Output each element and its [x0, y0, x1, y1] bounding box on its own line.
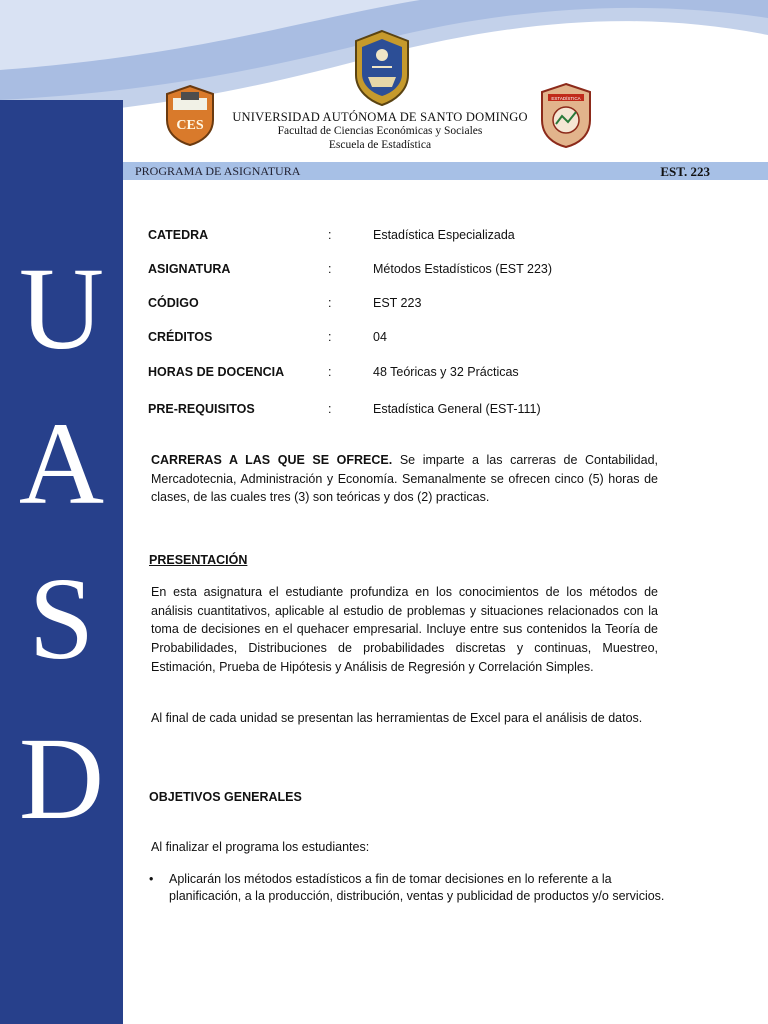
info-value: 48 Teóricas y 32 Prácticas [373, 365, 519, 379]
info-row-codigo [148, 296, 708, 316]
objetivos-intro: Al finalizar el programa los estudiantes: [151, 840, 370, 854]
info-colon: : [328, 262, 332, 276]
program-bar [123, 162, 768, 180]
ces-logo-text: CES [176, 118, 204, 133]
sidebar-letter-u: U [18, 243, 105, 374]
info-colon: : [328, 402, 332, 416]
info-value: 04 [373, 330, 387, 344]
info-label: CATEDRA [148, 228, 209, 242]
objetivos-title: OBJETIVOS GENERALES [149, 790, 302, 804]
info-value: EST 223 [373, 296, 422, 310]
info-row-horas-docencia [148, 365, 708, 385]
info-colon: : [328, 296, 332, 310]
course-code: EST. 223 [660, 164, 710, 179]
presentacion-title: PRESENTACIÓN [149, 553, 248, 567]
faculty-name: Facultad de Ciencias Económicas y Sociales [277, 125, 483, 137]
info-label: HORAS DE DOCENCIA [148, 365, 285, 379]
info-label: ASIGNATURA [148, 262, 231, 276]
presentacion-paragraph-2: Al final de cada unidad se presentan las herramientas de Excel para el análisis de datos. [151, 711, 643, 725]
info-label: CRÉDITOS [148, 330, 213, 344]
university-header [230, 110, 530, 153]
info-colon: : [328, 365, 332, 379]
escuela-estadistica-logo [538, 82, 594, 148]
info-colon: : [328, 330, 332, 344]
bullet-icon: • [149, 872, 154, 886]
sidebar-letter-s: S [28, 553, 95, 684]
estadistica-logo-text: ESTADÍSTICA [551, 96, 581, 101]
carreras-paragraph [151, 451, 658, 507]
info-value: Métodos Estadísticos (EST 223) [373, 262, 553, 276]
sidebar-letter-d: D [18, 713, 105, 844]
carreras-text: Se imparte a las carreras de Contabilidad, Mercadotecnia, Administración y Economía. Semanalmente se ofrecen cinco (5) horas de clases, de las cuales tres (3) son teóricas y dos (2) practicas. [151, 453, 658, 505]
sidebar-letter-a: A [18, 398, 105, 529]
info-value: Estadística General (EST-111) [373, 402, 541, 416]
program-label: PROGRAMA DE ASIGNATURA [135, 164, 301, 178]
info-row-creditos [148, 330, 708, 350]
info-label: PRE-REQUISITOS [148, 402, 255, 416]
info-row-asignatura [148, 262, 708, 282]
ces-logo [163, 84, 217, 146]
info-row-catedra [148, 228, 708, 248]
info-row-prerequisitos [148, 402, 708, 422]
university-name: UNIVERSIDAD AUTÓNOMA DE SANTO DOMINGO [232, 110, 528, 124]
uasd-seal-logo [350, 29, 414, 107]
presentacion-paragraph-1: En esta asignatura el estudiante profundiza en los conocimientos de los métodos de análisis cuantitativos, aplicable al estudio de problemas y situaciones relacionados con la toma de decisiones en el quehacer empresarial. Incluye entre sus contenidos la Teoría de Probabilidades, Distribuciones de probabilidades discretas y continuas, Muestreo, Estimación, Prueba de Hipótesis y Análisis de Regresión y Correlación Simples. [151, 585, 658, 674]
info-colon: : [328, 228, 332, 242]
info-label: CÓDIGO [148, 296, 199, 310]
school-name: Escuela de Estadística [328, 138, 432, 151]
info-value: Estadística Especializada [373, 228, 515, 242]
uasd-sidebar [0, 100, 123, 1024]
objetivo-bullet-text: Aplicarán los métodos estadísticos a fin de tomar decisiones en lo referente a la planificación, a la producción, distribución, ventas y publicidad de productos y/o servicios. [169, 872, 665, 903]
carreras-lead: CARRERAS A LAS QUE SE OFRECE. [151, 453, 393, 467]
